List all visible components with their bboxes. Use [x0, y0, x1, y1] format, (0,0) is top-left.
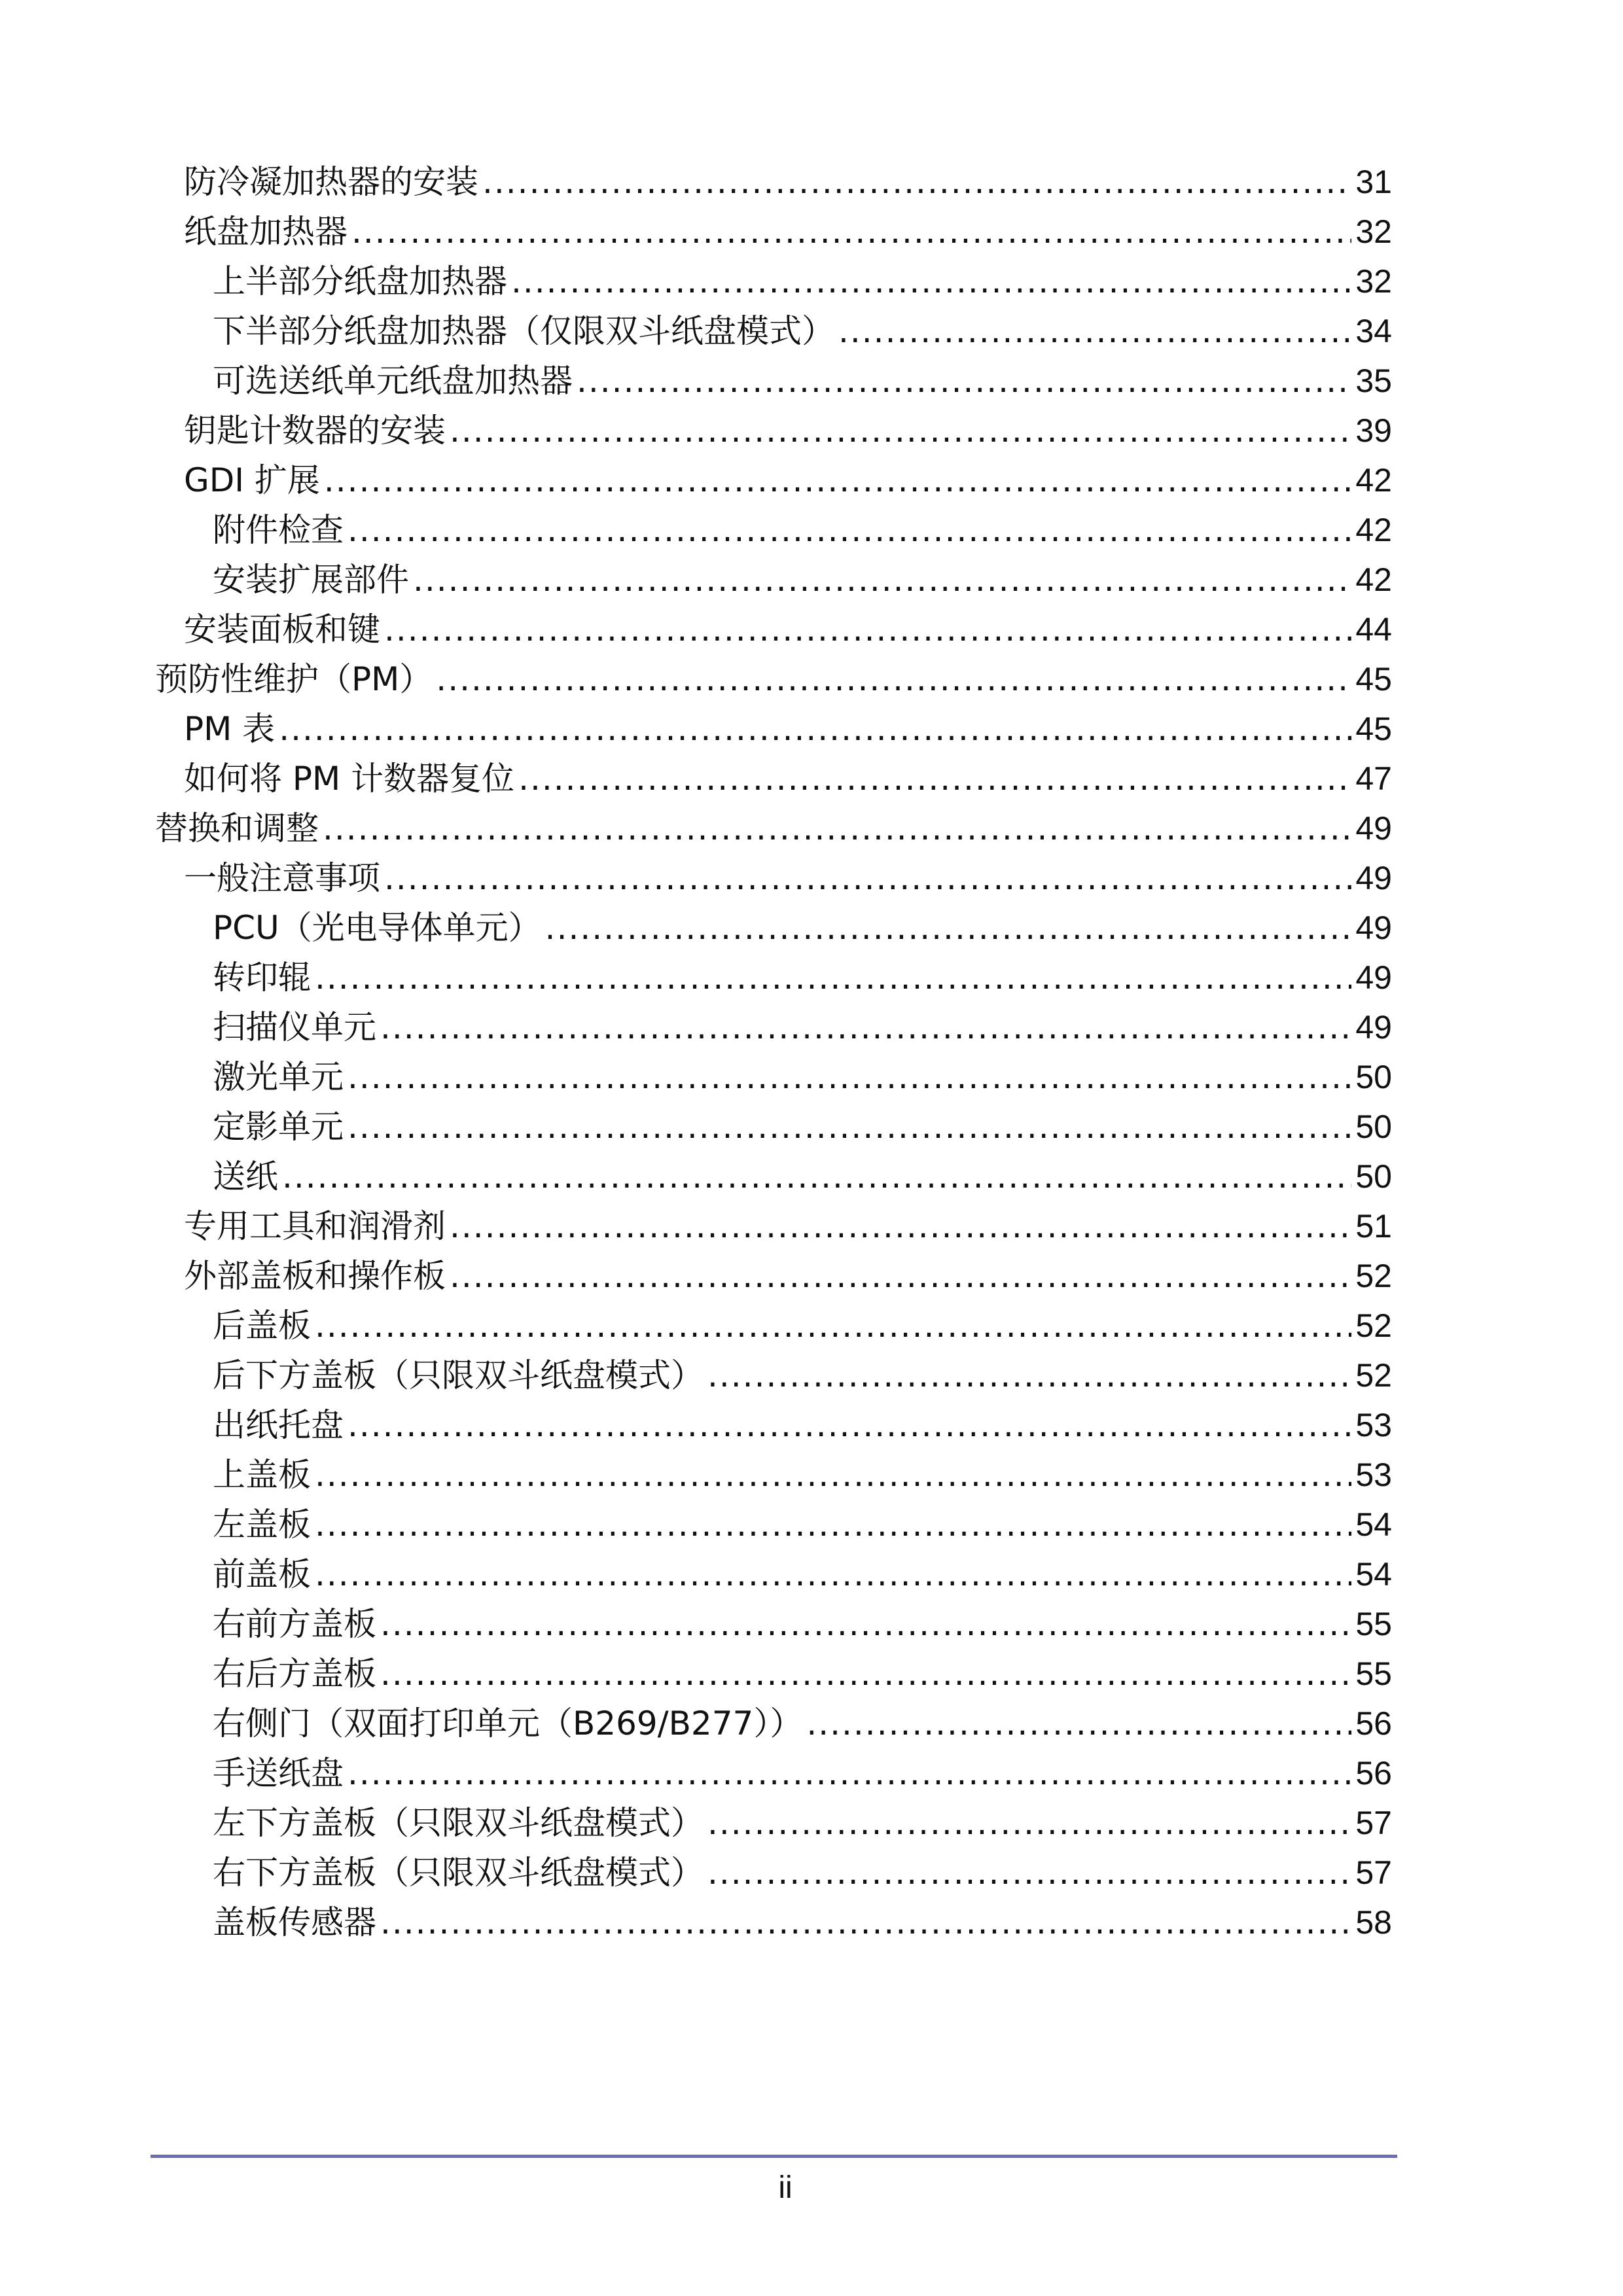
toc-entry[interactable] — [155, 207, 1392, 256]
toc-entry-title: PCU（光电导体单元） — [213, 909, 541, 947]
toc-entry[interactable] — [155, 1400, 1392, 1450]
toc-dot-leader — [348, 1052, 1351, 1102]
toc-entry-page-number: 39 — [1355, 412, 1392, 449]
toc-entry-title: 右前方盖板 — [213, 1605, 376, 1643]
toc-entry[interactable] — [155, 256, 1392, 306]
toc-entry-title: 一般注意事项 — [184, 859, 380, 897]
toc-entry[interactable] — [155, 853, 1392, 903]
toc-entry-page-number: 31 — [1355, 164, 1392, 200]
toc-entry-title: 上半部分纸盘加热器 — [213, 262, 507, 300]
toc-entry[interactable] — [155, 1699, 1392, 1748]
toc-dot-leader — [279, 704, 1351, 754]
toc-entry-page-number: 54 — [1355, 1556, 1392, 1593]
toc-dot-leader — [450, 406, 1351, 455]
toc-entry-page-number: 47 — [1355, 760, 1392, 797]
toc-entry-page-number: 52 — [1355, 1258, 1392, 1294]
toc-entry[interactable] — [155, 306, 1392, 356]
toc-entry-title: 后盖板 — [213, 1307, 311, 1345]
toc-entry-title: 前盖板 — [213, 1555, 311, 1593]
toc-dot-leader — [380, 1599, 1351, 1649]
toc-entry-title: 外部盖板和操作板 — [184, 1257, 446, 1295]
toc-dot-leader — [450, 1251, 1351, 1301]
toc-dot-leader — [511, 256, 1351, 306]
toc-entry-title: 转印辊 — [213, 959, 311, 997]
toc-entry-title: 扫描仪单元 — [213, 1008, 376, 1046]
toc-dot-leader — [380, 1898, 1351, 1947]
toc-dot-leader — [436, 654, 1351, 704]
toc-dot-leader — [545, 903, 1352, 953]
toc-entry-title: 纸盘加热器 — [184, 213, 348, 251]
toc-entry[interactable] — [155, 505, 1392, 555]
toc-entry-page-number: 50 — [1355, 1158, 1392, 1195]
toc-entry[interactable] — [155, 1649, 1392, 1699]
toc-entry-title: 下半部分纸盘加热器（仅限双斗纸盘模式） — [213, 312, 834, 350]
toc-entry[interactable] — [155, 1301, 1392, 1351]
toc-entry[interactable] — [155, 1549, 1392, 1599]
toc-entry[interactable] — [155, 1052, 1392, 1102]
toc-entry-page-number: 42 — [1355, 512, 1392, 548]
toc-entry[interactable] — [155, 555, 1392, 605]
toc-entry[interactable] — [155, 1152, 1392, 1201]
toc-dot-leader — [384, 853, 1351, 903]
toc-entry-page-number: 50 — [1355, 1059, 1392, 1095]
toc-entry[interactable] — [155, 406, 1392, 455]
toc-entry-title: 替换和调整 — [155, 809, 319, 847]
toc-dot-leader — [707, 1798, 1351, 1848]
toc-entry-title: 安装扩展部件 — [213, 561, 409, 599]
footer-divider — [151, 2155, 1397, 2158]
toc-entry-page-number: 32 — [1355, 213, 1392, 250]
toc-entry-title: 后下方盖板（只限双斗纸盘模式） — [213, 1356, 704, 1394]
toc-entry[interactable] — [155, 1748, 1392, 1798]
toc-dot-leader — [384, 605, 1351, 654]
toc-entry[interactable] — [155, 754, 1392, 804]
toc-entry[interactable] — [155, 1798, 1392, 1848]
toc-entry-page-number: 53 — [1355, 1407, 1392, 1443]
toc-entry[interactable] — [155, 704, 1392, 754]
toc-entry-title: 盖板传感器 — [213, 1903, 376, 1941]
toc-entry-page-number: 55 — [1355, 1606, 1392, 1642]
toc-entry-page-number: 56 — [1355, 1705, 1392, 1742]
toc-dot-leader — [707, 1848, 1351, 1898]
toc-entry[interactable] — [155, 1848, 1392, 1898]
page-number: ii — [778, 2170, 793, 2205]
toc-entry-page-number: 52 — [1355, 1307, 1392, 1344]
toc-entry-page-number: 58 — [1355, 1904, 1392, 1941]
table-of-contents — [155, 157, 1392, 1947]
toc-entry[interactable] — [155, 654, 1392, 704]
toc-entry-title: 如何将 PM 计数器复位 — [184, 760, 515, 798]
toc-dot-leader — [323, 804, 1351, 853]
toc-entry-title: 左盖板 — [213, 1506, 311, 1544]
toc-entry-title: 钥匙计数器的安装 — [184, 412, 446, 450]
toc-entry[interactable] — [155, 1201, 1392, 1251]
toc-entry-page-number: 42 — [1355, 561, 1392, 598]
toc-entry[interactable] — [155, 605, 1392, 654]
toc-entry[interactable] — [155, 1102, 1392, 1152]
toc-entry[interactable] — [155, 1500, 1392, 1549]
toc-entry-page-number: 49 — [1355, 1009, 1392, 1046]
toc-entry-page-number: 49 — [1355, 910, 1392, 946]
toc-entry-title: 预防性维护（PM） — [155, 660, 433, 698]
toc-entry-title: 专用工具和润滑剂 — [184, 1207, 446, 1245]
toc-entry-title: 右侧门（双面打印单元（B269/B277）） — [213, 1704, 803, 1742]
toc-dot-leader — [838, 306, 1351, 356]
toc-entry[interactable] — [155, 1599, 1392, 1649]
toc-entry-page-number: 51 — [1355, 1208, 1392, 1245]
toc-dot-leader — [577, 356, 1351, 406]
toc-dot-leader — [450, 1201, 1351, 1251]
toc-dot-leader — [518, 754, 1351, 804]
toc-dot-leader — [806, 1699, 1351, 1748]
toc-entry-title: 出纸托盘 — [213, 1406, 344, 1444]
toc-entry-page-number: 45 — [1355, 711, 1392, 747]
toc-entry-title: 手送纸盘 — [213, 1754, 344, 1792]
toc-entry[interactable] — [155, 903, 1392, 953]
toc-dot-leader — [380, 1649, 1351, 1699]
toc-dot-leader — [707, 1351, 1351, 1400]
toc-entry[interactable] — [155, 455, 1392, 505]
toc-dot-leader — [282, 1152, 1351, 1201]
toc-entry[interactable] — [155, 356, 1392, 406]
toc-dot-leader — [482, 157, 1351, 207]
toc-dot-leader — [348, 1748, 1351, 1798]
toc-entry[interactable] — [155, 1351, 1392, 1400]
toc-entry-title: 附件检查 — [213, 511, 344, 549]
toc-entry-title: 可选送纸单元纸盘加热器 — [213, 362, 573, 400]
toc-entry-page-number: 57 — [1355, 1854, 1392, 1891]
toc-entry-title: PM 表 — [184, 710, 276, 748]
toc-entry-title: 上盖板 — [213, 1456, 311, 1494]
toc-entry-page-number: 52 — [1355, 1357, 1392, 1394]
toc-entry-page-number: 35 — [1355, 362, 1392, 399]
toc-entry-title: 右后方盖板 — [213, 1655, 376, 1693]
toc-entry-title: 右下方盖板（只限双斗纸盘模式） — [213, 1854, 704, 1892]
toc-entry-page-number: 56 — [1355, 1755, 1392, 1792]
toc-entry-page-number: 49 — [1355, 860, 1392, 896]
toc-entry-page-number: 49 — [1355, 959, 1392, 996]
toc-dot-leader — [315, 1301, 1351, 1351]
toc-dot-leader — [348, 1400, 1351, 1450]
toc-entry-page-number: 42 — [1355, 462, 1392, 499]
toc-entry-title: 左下方盖板（只限双斗纸盘模式） — [213, 1804, 704, 1842]
toc-entry-page-number: 44 — [1355, 611, 1392, 648]
toc-entry[interactable] — [155, 1450, 1392, 1500]
toc-entry[interactable] — [155, 1002, 1392, 1052]
toc-dot-leader — [348, 1102, 1351, 1152]
toc-entry[interactable] — [155, 953, 1392, 1002]
toc-entry-title: GDI 扩展 — [184, 461, 320, 499]
toc-dot-leader — [413, 555, 1351, 605]
toc-entry-page-number: 55 — [1355, 1655, 1392, 1692]
toc-entry-title: 防冷凝加热器的安装 — [184, 163, 478, 201]
toc-entry[interactable] — [155, 157, 1392, 207]
toc-entry-page-number: 54 — [1355, 1506, 1392, 1543]
toc-entry-page-number: 34 — [1355, 313, 1392, 349]
toc-entry-page-number: 49 — [1355, 810, 1392, 847]
toc-entry-page-number: 53 — [1355, 1457, 1392, 1493]
toc-entry-title: 送纸 — [213, 1157, 278, 1195]
toc-dot-leader — [315, 1450, 1351, 1500]
toc-entry-page-number: 45 — [1355, 661, 1392, 698]
toc-dot-leader — [315, 1500, 1351, 1549]
toc-entry-title: 定影单元 — [213, 1108, 344, 1146]
toc-dot-leader — [348, 505, 1351, 555]
toc-dot-leader — [315, 1549, 1351, 1599]
toc-dot-leader — [324, 455, 1351, 505]
toc-entry-title: 激光单元 — [213, 1058, 344, 1096]
toc-dot-leader — [351, 207, 1351, 256]
toc-entry[interactable] — [155, 804, 1392, 853]
toc-dot-leader — [315, 953, 1351, 1002]
toc-entry-page-number: 50 — [1355, 1108, 1392, 1145]
toc-entry[interactable] — [155, 1251, 1392, 1301]
toc-entry[interactable] — [155, 1898, 1392, 1947]
toc-dot-leader — [380, 1002, 1351, 1052]
toc-entry-page-number: 57 — [1355, 1805, 1392, 1841]
toc-entry-page-number: 32 — [1355, 263, 1392, 300]
toc-entry-title: 安装面板和键 — [184, 610, 380, 648]
